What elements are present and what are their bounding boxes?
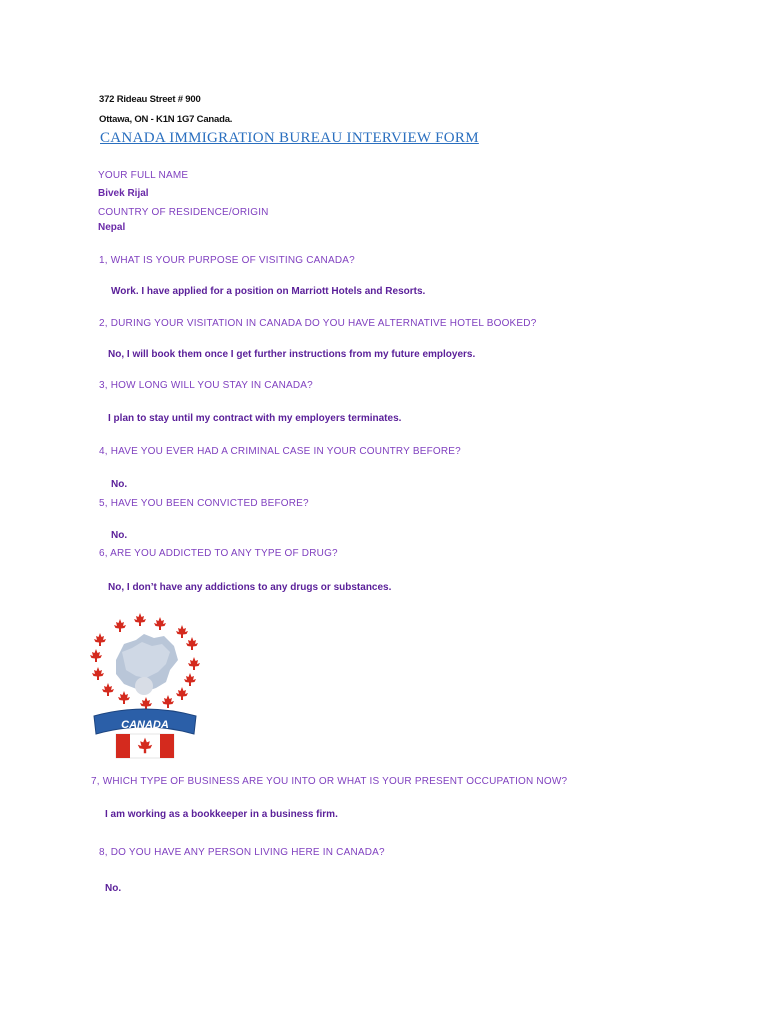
question-7: 7, WHICH TYPE OF BUSINESS ARE YOU INTO OR WHAT IS YOUR PRESENT OCCUPATION NOW?	[91, 776, 568, 787]
canada-map	[116, 634, 178, 695]
question-6: 6, ARE YOU ADDICTED TO ANY TYPE OF DRUG?	[99, 548, 338, 559]
address-line-2: Ottawa, ON - K1N 1G7 Canada.	[99, 114, 233, 125]
question-4: 4, HAVE YOU EVER HAD A CRIMINAL CASE IN YOUR COUNTRY BEFORE?	[99, 446, 461, 457]
answer-4: No.	[111, 479, 128, 490]
question-5: 5, HAVE YOU BEEN CONVICTED BEFORE?	[99, 498, 309, 509]
canada-flag-icon	[116, 734, 174, 758]
country-label: COUNTRY OF RESIDENCE/ORIGIN	[98, 207, 269, 218]
answer-5: No.	[111, 530, 128, 541]
answer-6: No, I don’t have any addictions to any drugs or substances.	[108, 582, 392, 593]
answer-7: I am working as a bookkeeper in a business firm.	[105, 809, 338, 820]
address-line-1: 372 Rideau Street # 900	[99, 94, 201, 105]
name-value: Bivek Rijal	[98, 188, 149, 199]
answer-3: I plan to stay until my contract with my employers terminates.	[108, 413, 402, 424]
country-value: Nepal	[98, 222, 126, 233]
question-1: 1, WHAT IS YOUR PURPOSE OF VISITING CANADA?	[99, 255, 355, 266]
answer-1: Work. I have applied for a position on Marriott Hotels and Resorts.	[111, 286, 426, 297]
question-8: 8, DO YOU HAVE ANY PERSON LIVING HERE IN CANADA?	[99, 847, 385, 858]
question-2: 2, DURING YOUR VISITATION IN CANADA DO YOU HAVE ALTERNATIVE HOTEL BOOKED?	[99, 318, 537, 329]
form-title: CANADA IMMIGRATION BUREAU INTERVIEW FORM	[100, 130, 479, 146]
canada-emblem	[86, 612, 204, 762]
name-label: YOUR FULL NAME	[98, 170, 189, 181]
answer-2: No, I will book them once I get further instructions from my future employers.	[108, 349, 476, 360]
canada-banner	[94, 709, 196, 734]
answer-8: No.	[105, 883, 122, 894]
banner-text: CANADA	[121, 719, 169, 731]
question-3: 3, HOW LONG WILL YOU STAY IN CANADA?	[99, 380, 313, 391]
